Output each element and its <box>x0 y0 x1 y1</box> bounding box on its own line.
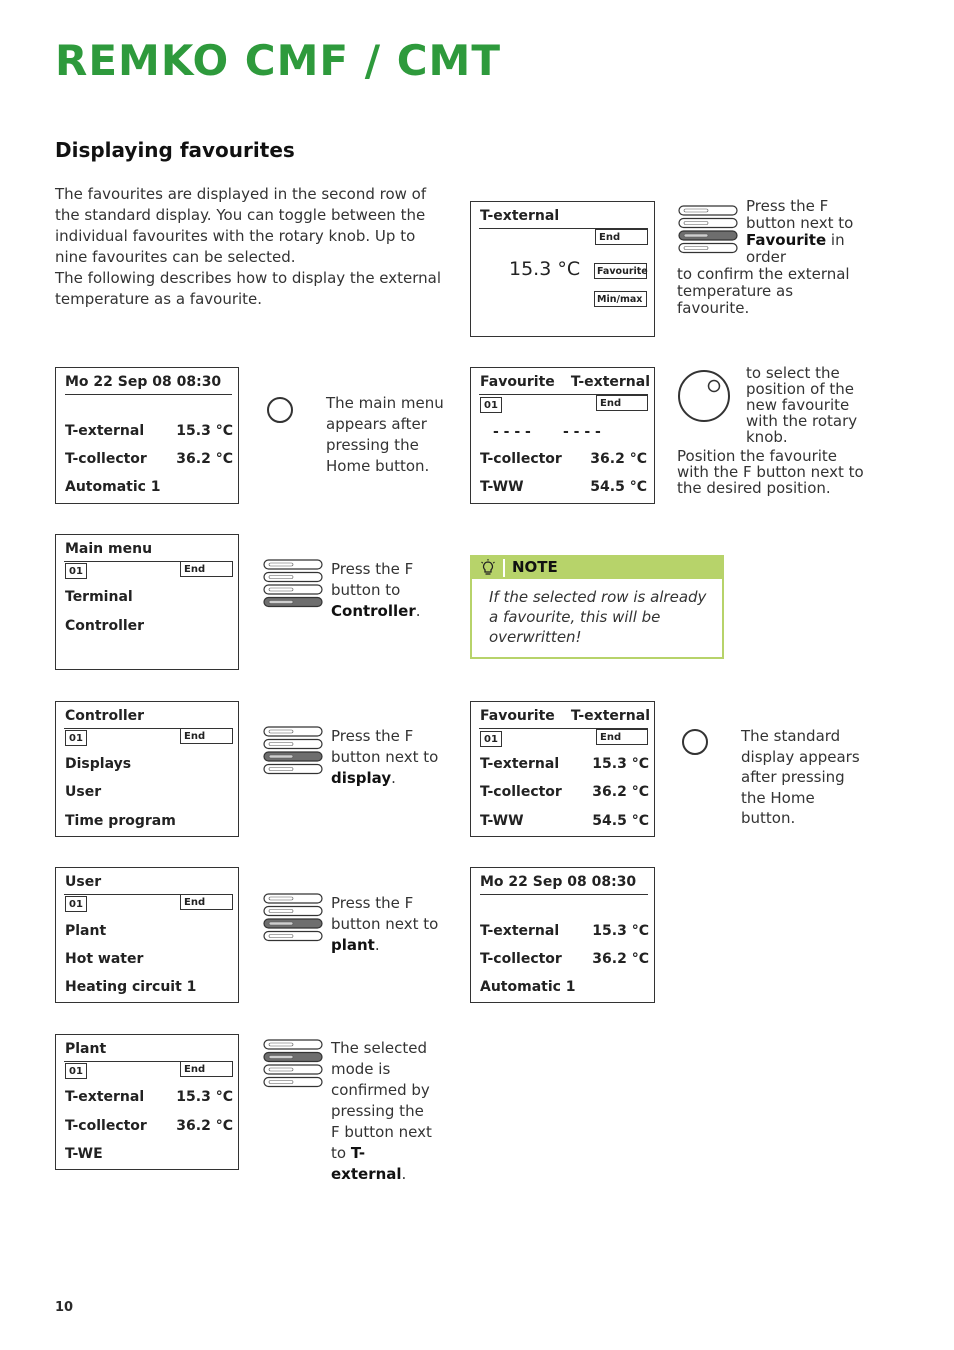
text-line: after pressing <box>741 768 845 786</box>
row-label: T-collector <box>480 451 562 467</box>
empty-slot: - - - - <box>563 424 601 440</box>
step-description <box>326 393 456 477</box>
step-description <box>746 198 866 266</box>
row-label: T-external <box>480 756 560 772</box>
lightbulb-icon <box>479 559 497 577</box>
page-title: REMKO CMF / CMT <box>55 36 501 85</box>
text-line: The main menu <box>326 394 444 412</box>
step-description <box>331 893 443 956</box>
row-value: 36.2 °C <box>176 451 233 467</box>
row-label: Automatic 1 <box>65 479 161 495</box>
favourite-label: Favourite <box>594 263 647 279</box>
row-value: 36.2 °C <box>176 1118 233 1134</box>
page-number: 10 <box>55 1300 74 1315</box>
menu-title: Plant <box>65 1041 107 1057</box>
text: Press the F button next to <box>331 894 439 933</box>
date-time: Mo 22 Sep 08 08:30 <box>65 374 222 390</box>
step-description: to confirm the external temperature as favourite. <box>677 265 850 317</box>
row-value: 15.3 °C <box>176 1089 233 1105</box>
menu-subtitle: T-external <box>570 374 650 390</box>
text: . <box>401 1165 407 1183</box>
text: Press the F button next to <box>746 197 854 232</box>
text-line: pressing the <box>326 436 419 454</box>
row-value: 15.3 °C <box>592 923 649 939</box>
menu-title: Controller <box>65 708 145 724</box>
display-header <box>65 1041 234 1061</box>
step-description: Position the favourite with the F button next to the desired position. <box>677 447 864 497</box>
temperature-value: 15.3 °C <box>509 258 581 280</box>
display-standard <box>55 367 239 504</box>
text: . <box>374 936 380 954</box>
text: . <box>415 602 421 620</box>
position-number: 01 <box>65 1063 87 1079</box>
note-divider <box>503 559 505 577</box>
position-number: 01 <box>480 397 502 413</box>
row-value: 36.2 °C <box>592 784 649 800</box>
text-line: display appears <box>741 747 860 766</box>
step-description <box>331 1038 437 1185</box>
display-user-menu <box>55 867 239 1003</box>
row-label: T-collector <box>480 784 562 800</box>
display-plant-menu <box>55 1034 239 1170</box>
row-label: T-collector <box>480 951 562 967</box>
row-label: T-WE <box>65 1146 103 1162</box>
display-header <box>480 208 650 228</box>
display-header <box>480 708 650 728</box>
text-line: The standard <box>741 727 841 745</box>
position-number: 01 <box>65 563 87 579</box>
text-line: button. <box>741 809 796 827</box>
display-header <box>65 708 234 728</box>
row-value: 15.3 °C <box>592 756 649 772</box>
section-heading: Displaying favourites <box>55 138 295 162</box>
menu-item: Plant <box>65 923 107 939</box>
end-label: End <box>180 894 233 910</box>
f-button-panel-icon <box>263 1038 325 1092</box>
home-button-icon <box>680 727 710 757</box>
text: . <box>391 769 396 787</box>
row-value: 36.2 °C <box>590 451 647 467</box>
row-label: T-WW <box>480 479 524 495</box>
display-standard-final <box>470 867 655 1003</box>
position-number: 01 <box>480 731 502 747</box>
row-label: T-collector <box>65 451 147 467</box>
display-header <box>480 874 648 895</box>
menu-title: User <box>65 874 102 890</box>
rotary-knob-icon <box>676 369 732 425</box>
menu-title: Main menu <box>65 541 153 557</box>
row-label: T-collector <box>65 1118 147 1134</box>
date-time: Mo 22 Sep 08 08:30 <box>480 874 637 890</box>
display-header <box>65 874 234 894</box>
bold-text: Controller <box>331 602 416 620</box>
position-number: 01 <box>65 896 87 912</box>
end-label: End <box>595 229 648 245</box>
step-description <box>331 559 443 622</box>
text: Press the F button next to <box>331 727 439 766</box>
row-value: 54.5 °C <box>592 813 649 829</box>
menu-title: Favourite <box>480 708 555 724</box>
menu-title: Favourite <box>480 374 555 390</box>
f-button-panel-icon <box>263 558 325 612</box>
step-description: to select the position of the new favourite with the rotary knob. <box>746 364 858 446</box>
f-button-panel-icon <box>263 725 325 779</box>
row-value: 15.3 °C <box>176 423 233 439</box>
minmax-label: Min/max <box>594 291 647 307</box>
menu-item: Controller <box>65 618 145 634</box>
bold-text: plant <box>331 936 375 954</box>
text-line: Home button. <box>326 457 430 475</box>
end-label: End <box>596 395 648 411</box>
row-value: 36.2 °C <box>592 951 649 967</box>
menu-item: Hot water <box>65 951 144 967</box>
end-label: End <box>596 729 648 745</box>
note-text: If the selected row is already a favourite, this will be overwritten! <box>489 588 707 646</box>
menu-item: Heating circuit 1 <box>65 979 197 995</box>
display-favourite-result <box>470 701 655 837</box>
home-button-icon <box>265 395 295 425</box>
text-line: the Home <box>741 788 815 807</box>
menu-item: User <box>65 784 102 800</box>
end-label: End <box>180 728 233 744</box>
position-number: 01 <box>65 730 87 746</box>
display-header <box>65 541 234 561</box>
row-label: T-WW <box>480 813 524 829</box>
menu-title: T-external <box>480 208 560 224</box>
note-label: NOTE <box>512 558 558 576</box>
intro-text <box>55 184 445 310</box>
f-button-panel-icon <box>678 204 740 258</box>
note-box <box>470 555 724 659</box>
menu-item: Time program <box>65 813 176 829</box>
intro-paragraph: The favourites are displayed in the second row of the standard display. You can toggle between the individual favourites with the rotary knob. Up to nine favourites can be selected. <box>55 185 427 266</box>
text-line: appears after <box>326 415 427 433</box>
text: in order <box>746 231 845 266</box>
row-value: 54.5 °C <box>590 479 647 495</box>
text: The selected mode is confirmed by pressing the F button next to <box>331 1039 432 1162</box>
row-label: T-external <box>65 423 145 439</box>
menu-subtitle: T-external <box>570 708 650 724</box>
menu-item: Displays <box>65 756 132 772</box>
empty-slot: - - - - <box>493 424 531 440</box>
display-favourite-select <box>470 367 655 504</box>
bold-text: T-external <box>331 1144 402 1183</box>
display-header <box>480 374 650 394</box>
display-header <box>65 374 232 395</box>
row-label: T-external <box>480 923 560 939</box>
step-description <box>331 726 443 789</box>
menu-item: Terminal <box>65 589 133 605</box>
bold-text: display <box>331 769 392 787</box>
note-header <box>472 557 722 579</box>
end-label: End <box>180 561 233 577</box>
step-description <box>741 726 871 829</box>
end-label: End <box>180 1061 233 1077</box>
intro-paragraph: The following describes how to display the external temperature as a favourite. <box>55 269 442 308</box>
text: Press the F button to <box>331 560 414 599</box>
display-main-menu <box>55 534 239 670</box>
row-label: Automatic 1 <box>480 979 576 995</box>
row-label: T-external <box>65 1089 145 1105</box>
f-button-panel-icon <box>263 892 325 946</box>
display-controller-menu <box>55 701 239 837</box>
display-t-external <box>470 201 655 337</box>
bold-text: Favourite <box>746 231 827 249</box>
